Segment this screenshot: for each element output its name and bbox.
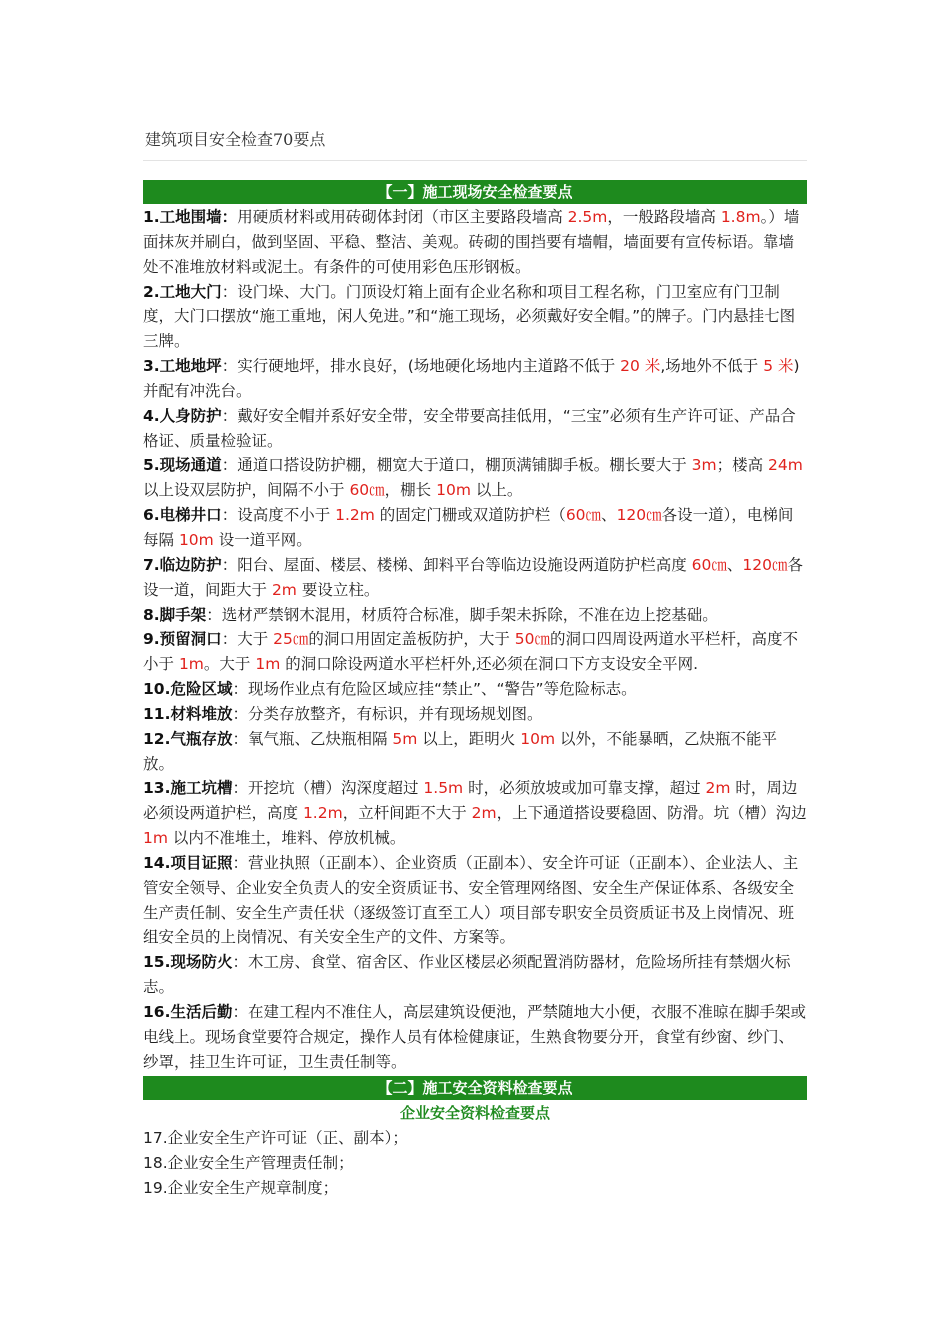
item-label: 3.工地地坪 (143, 357, 222, 376)
measurement-value: 120㎝ (742, 555, 788, 574)
item-text: ，上下通道搭设要稳固、防滑。坑（槽）沟边 (496, 804, 807, 823)
item-label: 6.电梯井口 (143, 506, 222, 525)
measurement-value: 10m (520, 729, 556, 748)
section-1-header: 【一】施工现场安全检查要点 (143, 180, 807, 204)
item-text: 各设一道，间距大于 (143, 555, 803, 599)
item-text: 的洞口除设两道水平栏杆外,还必须在洞口下方支设安全平网. (280, 655, 699, 674)
item-label: 9.预留洞口 (143, 630, 222, 649)
document-item: 19.企业安全生产规章制度； (143, 1179, 339, 1197)
measurement-value: 2m (471, 804, 497, 823)
item-text: ，棚长 (384, 481, 437, 500)
measurement-value: 2m (705, 779, 731, 798)
measurement-value: 60㎝ (691, 555, 727, 574)
item-text: ：营业执照（正副本）、企业资质（正副本）、安全许可证（正副本）、企业法人、主管安全领导、企业安全负责人的安全资质证书、安全管理网络图、安全生产保证体系、各级安全生产责任制、安全生产责任状（逐级签订直至工人）项目部专职安全员资质证书及上岗情况、班组安全员的上岗情况、有关安全生产的文件、方案等。 (143, 853, 799, 947)
item-label: 8.脚手架 (143, 605, 207, 624)
checklist-item (143, 627, 807, 677)
measurement-value: 60㎝ (565, 506, 602, 525)
item-text: ：阳台、屋面、楼层、楼梯、卸料平台等临边设施设两道防护栏高度 (221, 555, 692, 574)
checklist-item (143, 503, 807, 553)
item-text: ：选材严禁钢木混用，材质符合标准，脚手架未拆除，不准在边上挖基础。 (206, 605, 718, 624)
document-item: 17.企业安全生产许可证（正、副本）； (143, 1129, 408, 1147)
measurement-value: 24m (768, 456, 803, 475)
item-label: 10.危险区域 (143, 680, 233, 699)
measurement-value: 20 米 (620, 357, 661, 376)
item-text: 以内不准堆土，堆料、停放机械。 (167, 829, 406, 848)
checklist-item (143, 354, 807, 404)
item-label: 7.临边防护 (143, 555, 222, 574)
item-text: ：在建工程内不准住人，高层建筑设便池，严禁随地大小便，衣服不准晾在脚手架或电线上。现场食堂要符合规定，操作人员有体检健康证，生熟食物要分开，食堂有纱窗、纱门、纱罩，挂卫生许可证，卫生责任制等。 (143, 1003, 806, 1071)
item-text: ，一般路段墙高 (607, 208, 721, 226)
item-text: 的固定门栅或双道防护栏（ (374, 506, 566, 525)
item-text: ：设高度不小于 (221, 506, 336, 525)
checklist-item (143, 727, 807, 777)
item-text: 以上。 (470, 481, 523, 500)
checklist-item (143, 553, 807, 603)
item-text: 以上设双层防护，间隔不小于 (143, 481, 350, 500)
item-label: 12.气瓶存放 (143, 729, 233, 748)
measurement-value: 5 米 (763, 357, 794, 376)
measurement-value: 2.5m (567, 208, 608, 226)
checklist-item (143, 851, 807, 950)
item-text: 的洞口四周设两道水平栏杆，高度不小于 (143, 630, 799, 674)
item-text: ：开挖坑（槽）沟深度超过 (232, 779, 424, 798)
section-2-items (143, 1126, 807, 1201)
item-text: 时，周边必须设两道护栏，高度 (143, 779, 798, 823)
measurement-value: 1m (255, 655, 281, 674)
item-text: ,场地外不低于 (660, 357, 764, 376)
measurement-value: 120㎝ (616, 506, 662, 525)
item-text: ；楼高 (716, 456, 769, 475)
checklist-item (143, 677, 807, 702)
measurement-value: 1.2m (335, 506, 375, 525)
title-divider (143, 160, 807, 161)
section-2-header: 【二】施工安全资料检查要点 (143, 1076, 807, 1100)
checklist-item (143, 280, 807, 355)
measurement-value: 1.8m (720, 208, 761, 226)
item-label: 4.人身防护 (143, 406, 222, 425)
item-text: 。）墙面抹灰并刷白，做到坚固、平稳、整洁、美观。砖砌的围挡要有墙帽，墙面要有宣传标语。靠墙处不准堆放材料或泥土。有条件的可使用彩色压形钢板。 (143, 208, 800, 276)
item-label: 11.材料堆放 (143, 704, 233, 723)
item-text: )并配有冲洗台。 (143, 357, 800, 400)
document-title: 建筑项目安全检查70要点 (145, 130, 326, 149)
item-label: 1.工地围墙： (143, 208, 238, 226)
checklist-item (143, 205, 807, 280)
item-text: ：木工房、食堂、宿舍区、作业区楼层必须配置消防器材，危险场所挂有禁烟火标志。 (143, 953, 791, 997)
checklist-item (143, 702, 807, 727)
section-2-subtitle: 企业安全资料检查要点 (399, 1104, 550, 1122)
item-label: 15.现场防火 (143, 953, 233, 972)
item-text: ：实行硬地坪，排水良好，(场地硬化场地内主道路不低于 (221, 357, 621, 376)
item-label: 13.施工坑槽 (143, 779, 233, 798)
item-text: ：设门垛、大门。门顶设灯箱上面有企业名称和项目工程名称，门卫室应有门卫制度，大门口摆放“施工重地，闲人免进。”和“施工现场，必须戴好安全帽。”的牌子。门内悬挂七图三牌。 (143, 282, 796, 351)
item-text: 以外，不能暴晒，乙炔瓶不能平放。 (143, 729, 777, 773)
item-label: 5.现场通道 (143, 456, 222, 475)
item-text: ：现场作业点有危险区域应挂“禁止”、“警告”等危险标志。 (232, 680, 637, 699)
item-label: 16.生活后勤 (143, 1003, 233, 1021)
item-text: 、 (726, 555, 743, 574)
measurement-value: 1m (143, 829, 168, 848)
item-text: 的洞口用固定盖板防护，大于 (308, 630, 515, 649)
item-text: 用硬质材料或用砖砌体封闭（市区主要路段墙高 (237, 208, 568, 226)
item-text: ：大于 (221, 630, 274, 649)
item-text: ：戴好安全帽并系好安全带，安全带要高挂低用，“三宝”必须有生产许可证、产品合格证、质量检验证。 (143, 406, 796, 450)
document-item: 18.企业安全生产管理责任制； (143, 1154, 354, 1172)
measurement-value: 50㎝ (514, 630, 551, 649)
measurement-value: 60㎝ (349, 481, 385, 500)
item-text: ，立杆间距不大于 (342, 804, 472, 823)
item-label: 2.工地大门 (143, 282, 222, 301)
item-text: ：氧气瓶、乙炔瓶相隔 (232, 729, 393, 748)
item-text: 、 (601, 506, 617, 525)
checklist-item (143, 776, 807, 851)
item-text: ：通道口搭设防护棚，棚宽大于道口，棚顶满铺脚手板。棚长要大于 (221, 456, 692, 475)
checklist-item (143, 1000, 807, 1075)
item-text: ：分类存放整齐，有标识，并有现场规划图。 (232, 704, 543, 723)
item-text: 。大于 (203, 655, 256, 674)
item-text: 各设一道），电梯间每隔 (143, 506, 794, 549)
item-text: 要设立柱。 (296, 580, 380, 599)
section-1-items (143, 205, 807, 1075)
item-text: 设一道平网。 (213, 530, 312, 549)
checklist-item (143, 404, 807, 454)
measurement-value: 10m (178, 530, 214, 549)
checklist-item (143, 950, 807, 1000)
measurement-value: 1.5m (423, 779, 464, 798)
item-text: 时，必须放坡或加可靠支撑，超过 (463, 779, 706, 798)
checklist-item (143, 453, 807, 503)
measurement-value: 25㎝ (273, 630, 309, 649)
measurement-value: 5m (392, 729, 418, 748)
item-text: 以上，距明火 (417, 729, 521, 748)
measurement-value: 3m (691, 456, 717, 475)
measurement-value: 1m (178, 655, 204, 674)
section-2 (143, 1076, 807, 1201)
measurement-value: 10m (436, 481, 471, 500)
measurement-value: 2m (271, 580, 297, 599)
measurement-value: 1.2m (302, 804, 343, 823)
item-label: 14.项目证照 (143, 853, 233, 872)
checklist-item (143, 603, 807, 628)
